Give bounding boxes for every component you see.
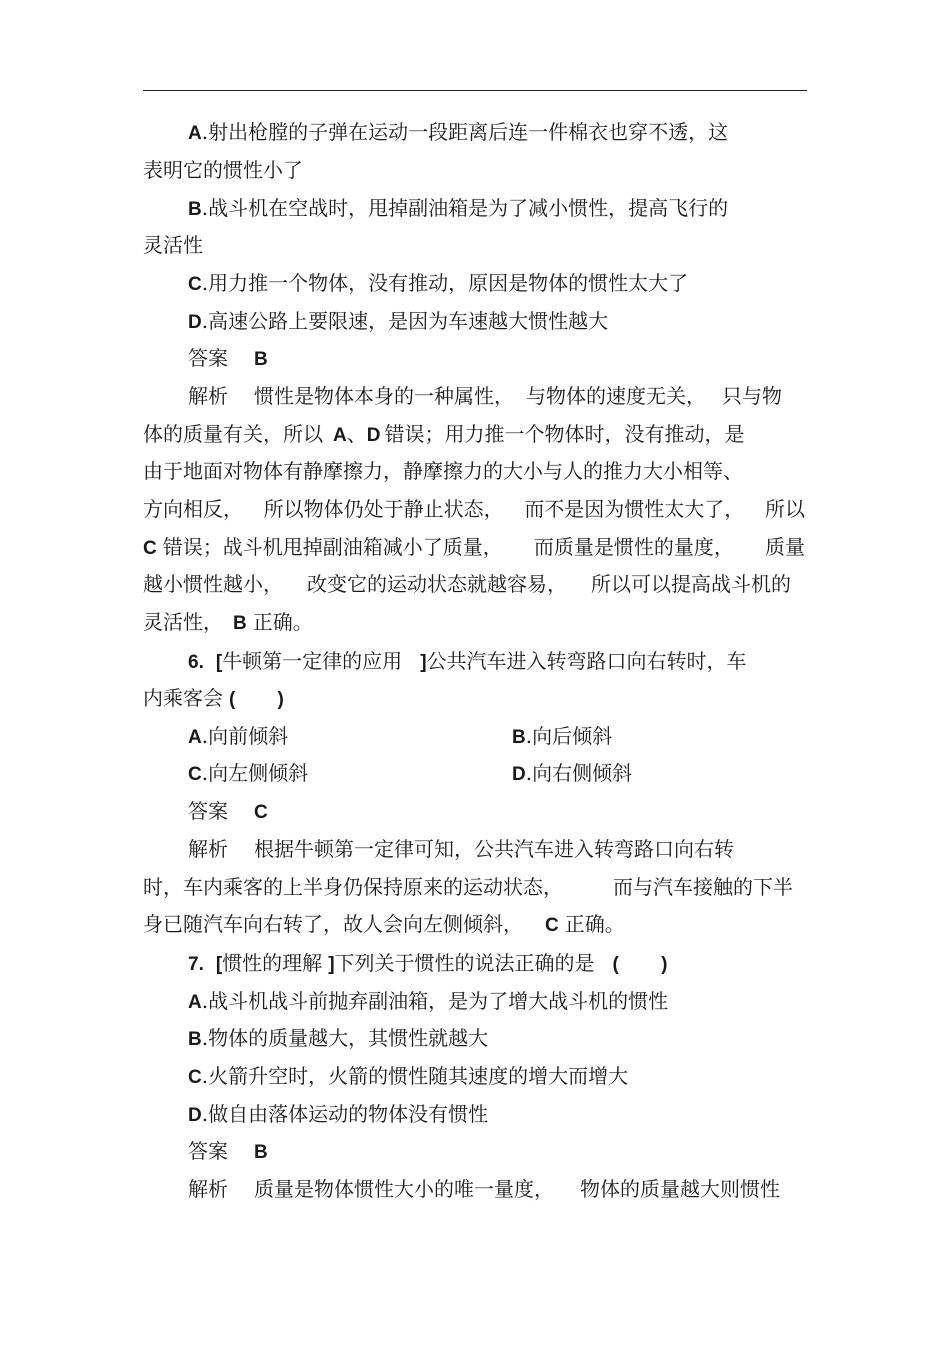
option-text: .向后倾斜 — [525, 724, 613, 748]
analysis-text: 体的质量有关，所以 — [143, 422, 323, 446]
analysis-text: 只与物 — [722, 384, 782, 408]
analysis-text: 而质量是惯性的量度， — [533, 535, 734, 559]
option-label: A — [188, 992, 202, 1013]
answer-blank: ( ) — [612, 954, 668, 975]
tag-bracket: [ — [215, 652, 223, 673]
question-tag: 惯性的理解 — [222, 951, 323, 975]
q5-analysis-line3: 由于地面对物体有静摩擦力，静摩擦力的大小与人的推力大小相等、 — [143, 459, 743, 483]
q5-analysis-line6 — [143, 571, 791, 597]
option-text: .战斗机在空战时，甩掉副油箱是为了减小惯性，提高飞行的 — [201, 196, 729, 220]
analysis-label: 解析 — [188, 1177, 228, 1201]
option-text: .物体的质量越大，其惯性就越大 — [201, 1026, 489, 1050]
q5-analysis-line1 — [188, 383, 782, 409]
question-stem: 公共汽车进入转弯路口向右转时，车 — [426, 649, 747, 673]
q7-option-a — [188, 988, 668, 1014]
analysis-text: 身已随汽车向右转了，故人会向左侧倾斜， — [143, 912, 523, 936]
header-rule — [143, 90, 807, 91]
q7-option-b — [188, 1025, 488, 1051]
tag-bracket: ] — [420, 652, 427, 673]
q5-analysis-line4 — [143, 496, 805, 522]
option-label: C — [188, 764, 202, 785]
q5-option-a-line1 — [188, 119, 728, 145]
analysis-ref: C — [545, 915, 559, 936]
answer-label: 答案 — [188, 799, 228, 823]
option-label: D — [512, 764, 526, 785]
answer-label: 答案 — [188, 1139, 228, 1163]
q5-analysis-line2 — [143, 421, 744, 447]
analysis-text: 正确。 — [564, 912, 625, 936]
analysis-text: 根据牛顿第一定律可知，公共汽车进入转弯路口向右转 — [254, 837, 734, 861]
q6-option-c — [188, 760, 308, 786]
question-stem: 内乘客会 — [143, 686, 223, 710]
option-text: .做自由落体运动的物体没有惯性 — [201, 1102, 489, 1126]
q6-stem-line2 — [143, 685, 284, 711]
question-tag: 牛顿第一定律的应用 — [222, 649, 403, 673]
analysis-text: 错误；战斗机甩掉副油箱减小了质量， — [162, 535, 503, 559]
q6-answer — [188, 798, 268, 824]
analysis-text: 所以可以提高战斗机的 — [591, 572, 791, 596]
q6-analysis-line1 — [188, 836, 734, 862]
answer-label: 答案 — [188, 346, 228, 370]
q5-option-a-line2: 表明它的惯性小了 — [143, 158, 303, 182]
analysis-text: 灵活性， — [143, 610, 223, 634]
q7-analysis-line1 — [188, 1176, 780, 1202]
option-label: D — [188, 1105, 202, 1126]
option-text: .火箭升空时，火箭的惯性随其速度的增大而增大 — [201, 1064, 629, 1088]
analysis-text: 时，车内乘客的上半身仍保持原来的运动状态， — [143, 875, 563, 899]
answer-blank: ( ) — [229, 689, 284, 710]
option-label: A — [188, 727, 202, 748]
option-text: .高速公路上要限速，是因为车速越大惯性越大 — [201, 309, 609, 333]
option-text: .战斗机战斗前抛弃副油箱，是为了增大战斗机的惯性 — [201, 989, 669, 1013]
analysis-text: 惯性是物体本身的一种属性， — [254, 384, 514, 408]
analysis-text: 改变它的运动状态就越容易， — [307, 572, 567, 596]
analysis-text: 与物体的速度无关， — [526, 384, 706, 408]
tag-bracket: ] — [328, 954, 335, 975]
analysis-text: 所以 — [764, 497, 805, 521]
analysis-text: 物体的质量越大则惯性 — [580, 1177, 780, 1201]
q5-option-c — [188, 270, 688, 296]
option-text: .用力推一个物体，没有推动，原因是物体的惯性太大了 — [201, 271, 689, 295]
analysis-ref: B — [233, 613, 247, 634]
option-text: .向右侧倾斜 — [525, 761, 633, 785]
analysis-text: 方向相反， — [143, 497, 243, 521]
analysis-ref: D — [366, 425, 381, 446]
question-number: 7. — [188, 954, 204, 975]
analysis-ref: A — [333, 425, 347, 446]
answer-value: B — [254, 349, 268, 370]
q5-analysis-line7 — [143, 609, 313, 635]
analysis-text: 质量是物体惯性大小的唯一量度， — [254, 1177, 554, 1201]
option-label: C — [188, 274, 202, 295]
option-label: C — [188, 1067, 202, 1088]
q7-option-c — [188, 1063, 628, 1089]
option-text: .向前倾斜 — [201, 724, 289, 748]
q7-option-d — [188, 1101, 488, 1127]
q6-stem-line1 — [188, 648, 747, 674]
analysis-text: 、 — [346, 422, 367, 446]
answer-value: B — [254, 1142, 268, 1163]
analysis-text: 而不是因为惯性太大了， — [524, 497, 745, 521]
question-stem: 下列关于惯性的说法正确的是 — [334, 951, 595, 975]
option-text: .向左侧倾斜 — [201, 761, 309, 785]
q5-option-b-line1 — [188, 195, 728, 221]
q5-analysis-line5 — [143, 534, 805, 560]
option-label: D — [188, 312, 202, 333]
q6-analysis-line2 — [143, 874, 793, 900]
analysis-text: 而与汽车接触的下半 — [613, 875, 793, 899]
analysis-label: 解析 — [188, 837, 228, 861]
analysis-ref: C — [143, 538, 157, 559]
option-text: .射出枪膛的子弹在运动一段距离后连一件棉衣也穿不透，这 — [201, 120, 729, 144]
q6-analysis-line3 — [143, 911, 625, 937]
option-label: B — [188, 1029, 202, 1050]
option-label: B — [188, 199, 202, 220]
question-number: 6. — [188, 652, 204, 673]
tag-bracket: [ — [215, 954, 223, 975]
q7-answer — [188, 1138, 268, 1164]
analysis-text: 质量 — [764, 535, 805, 559]
option-label: A — [188, 123, 202, 144]
option-label: B — [512, 727, 526, 748]
q5-option-d — [188, 308, 608, 334]
analysis-text: 正确。 — [252, 610, 313, 634]
analysis-text: 越小惯性越小， — [143, 572, 283, 596]
answer-value: C — [254, 802, 268, 823]
q6-option-d — [512, 760, 632, 786]
q7-stem — [188, 950, 667, 976]
analysis-text: 所以物体仍处于静止状态， — [263, 497, 504, 521]
q6-option-a — [188, 723, 288, 749]
q5-answer — [188, 345, 268, 371]
analysis-label: 解析 — [188, 384, 228, 408]
q6-option-b — [512, 723, 612, 749]
q5-option-b-line2: 灵活性 — [143, 233, 203, 257]
analysis-text: 错误；用力推一个物体时，没有推动，是 — [384, 422, 745, 446]
